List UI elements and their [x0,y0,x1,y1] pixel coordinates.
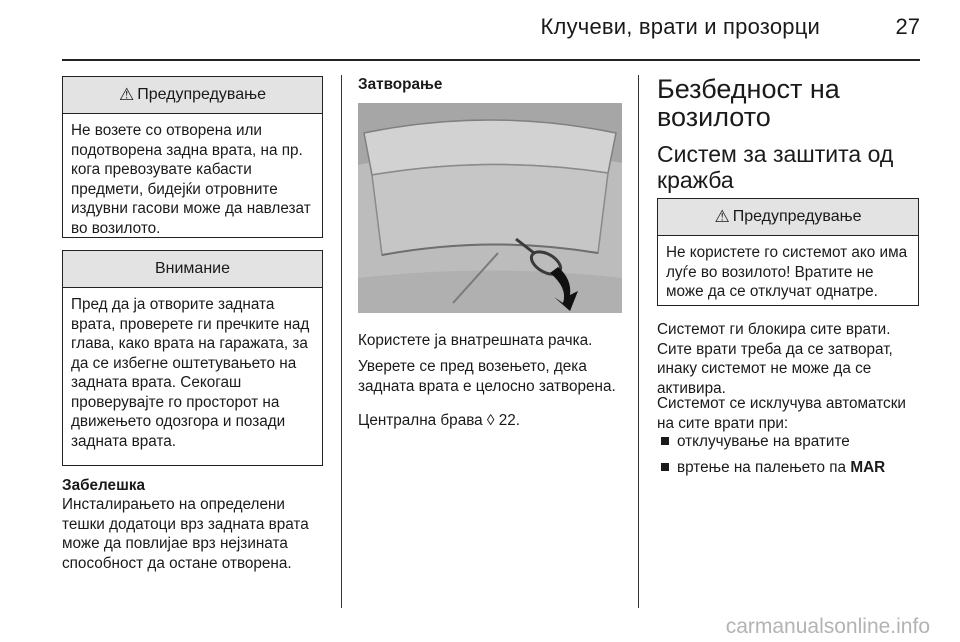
note-text: Инсталирањето на определени тешки додатоци врз задната врата може да повлијае врз нејзината способност да остане отворена. [62,496,309,572]
bullet-text: вртење на палењето па [677,459,851,476]
paragraph-check-closed: Уверете се пред возењето, дека задната врата е целосно затворена. [358,358,616,395]
warning-box-title: Предупредување [137,86,267,103]
bullet-text: отклучување на вратите [677,433,850,450]
caution-box-text: Пред да ја отворите задната врата, проверете ги пречките над глава, како врата на гаражата, за да се избегне оштетувањето на задната врата. Секогаш проверувајте го просторот на движењето одозгора и позади задната врата. [71,296,310,450]
bullet-bold-term: MAR [850,459,886,476]
warning-box-header [63,77,322,114]
section-heading-vehicle-security: Безбедност на возилото [657,74,840,132]
warning-triangle-icon: ⚠ [714,207,730,226]
bullet-square-icon [661,437,669,445]
system-paragraph-2 [657,394,922,433]
caution-box-body [63,288,322,451]
warning-box-header-2 [658,199,918,236]
warning-box-text: Не возете со отворена или подотворена задна врата, на пр. кога превозувате кабасти предмети, бидејќи отровните издувни гасови може да навлезат во возилото. [71,122,311,237]
note-title: Забелешка [62,477,145,494]
column-divider-2 [638,75,639,608]
closing-instruction-1 [358,331,628,351]
closing-instruction-2 [358,357,628,396]
warning-box-text-2: Не користете го системот ако има луѓе во возилото! Вратите не може да се отклучат однатре. [666,244,908,300]
warning-box-antitheft [657,198,919,306]
caution-box [62,250,323,466]
section-heading-closing: Затворање [358,76,443,93]
list-item [657,458,885,478]
tailgate-svg [358,103,622,313]
list-item [657,432,850,452]
warning-triangle-icon: ⚠ [118,85,135,104]
watermark: carmanualsonline.info [725,615,930,638]
tailgate-handle-illustration [358,103,622,313]
warning-box-title-2: Предупредување [732,208,862,225]
warning-box-body [63,114,322,238]
caution-box-title: Внимание [154,260,230,277]
header-rule [62,59,920,61]
page-number: 27 [895,14,920,39]
paragraph-deactivates: Системот се исклучува автоматски на сите врати при: [657,395,906,432]
subsection-heading-anti-theft: Систем за заштита од кражба [657,141,894,193]
warning-box-tailgate [62,76,323,238]
paragraph-handle: Користете ја внатрешната рачка. [358,332,593,349]
ref-text: Централна брава [358,412,487,429]
cross-reference[interactable] [358,411,628,431]
caution-box-header [63,251,322,288]
column-divider-1 [341,75,342,608]
warning-box-body-2 [658,236,918,302]
ref-page: 22. [494,412,520,429]
bullet-square-icon [661,463,669,471]
paragraph-blocks-doors: Системот ги блокира сите врати. Сите врати треба да се затворат, инаку системот не може да се активира. [657,321,893,397]
system-paragraph-1 [657,320,922,398]
chapter-title: Клучеви, врати и прозорци [540,14,820,39]
ref-arrow-icon: ◊ [486,412,495,429]
